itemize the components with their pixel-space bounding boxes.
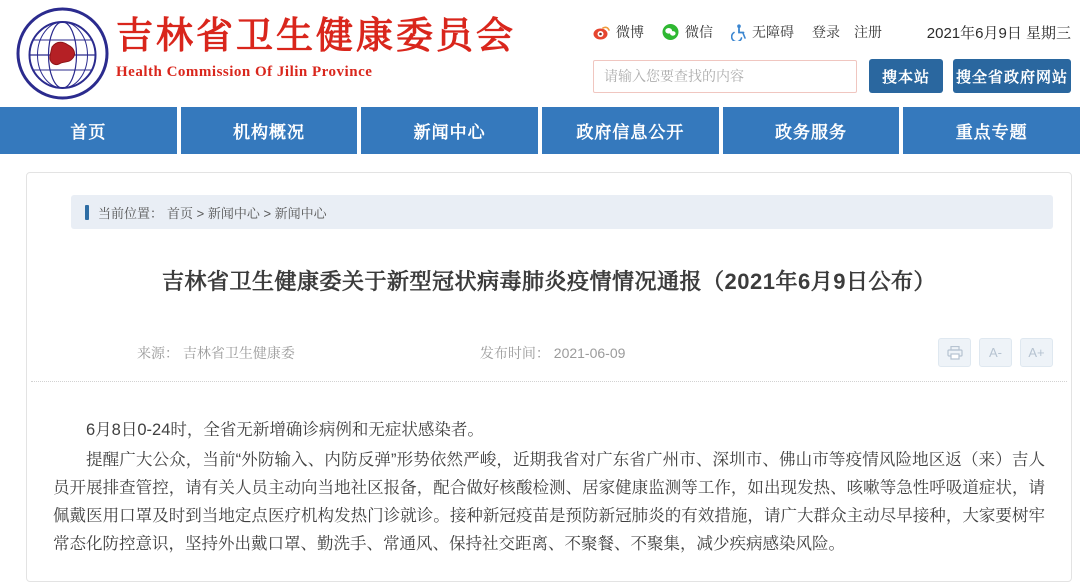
accessibility-icon (731, 24, 746, 41)
source-label: 来源： (137, 344, 179, 361)
accessibility-link[interactable] (731, 22, 794, 42)
meta-separator (31, 381, 1067, 382)
article-source (137, 343, 295, 363)
article-tools (938, 338, 1053, 367)
site-header (0, 0, 1080, 107)
wechat-link[interactable] (662, 22, 713, 42)
search-gov-button[interactable]: 搜全省政府网站 (953, 59, 1071, 93)
article-paragraph: 提醒广大公众，当前“外防输入、内防反弹”形势依然严峻，近期我省对广东省广州市、深圳市、佛山市等疫情风险地区返（来）吉人员开展排查管控，请有关人员主动向当地社区报备，配合做好核酸检测、居家健康监测等工作，如出现发热、咳嗽等急性呼吸道症状，请佩戴医用口罩及时到当地定点医疗机构发热门诊就诊。接种新冠疫苗是预防新冠肺炎的有效措施，请广大群众主动尽早接种，大家要树牢常态化防控意识，坚持外出戴口罩、勤洗手、常通风、保持社交距离、不聚餐、不聚集，减少疾病感染风险。 (53, 451, 1045, 553)
quick-links-row (593, 20, 1071, 44)
weibo-link[interactable] (593, 22, 644, 42)
register-link[interactable]: 注册 (854, 24, 882, 40)
wechat-label: 微信 (685, 24, 713, 40)
weibo-icon (593, 25, 610, 40)
nav-item-topics[interactable]: 重点专题 (903, 107, 1080, 154)
source-value: 吉林省卫生健康委 (182, 344, 295, 361)
font-smaller-button[interactable]: A- (979, 338, 1012, 367)
nav-item-services[interactable]: 政务服务 (723, 107, 900, 154)
main-nav (0, 107, 1080, 154)
article-paragraph: 6月8日0-24时，全省无新增确诊病例和无症状感染者。 (86, 421, 484, 439)
print-button[interactable] (938, 338, 971, 367)
nav-item-overview[interactable]: 机构概况 (181, 107, 358, 154)
search-site-button[interactable]: 搜本站 (869, 59, 943, 93)
nav-item-home[interactable]: 首页 (0, 107, 177, 154)
wechat-icon (662, 24, 679, 40)
nav-item-info-disclosure[interactable]: 政府信息公开 (542, 107, 719, 154)
font-larger-button[interactable]: A+ (1020, 338, 1053, 367)
site-subtitle: Health Commission Of Jilin Province (116, 64, 373, 80)
site-title: 吉林省卫生健康委员会 (116, 15, 516, 56)
content-box (26, 172, 1072, 582)
breadcrumb-accent-bar (85, 205, 89, 220)
breadcrumb (71, 195, 1053, 229)
login-link[interactable]: 登录 (812, 24, 840, 40)
nav-item-news[interactable]: 新闻中心 (361, 107, 538, 154)
search-input[interactable] (593, 60, 857, 93)
breadcrumb-label: 当前位置： (98, 205, 164, 221)
publish-label: 发布时间： (479, 344, 550, 361)
breadcrumb-path[interactable]: 首页 > 新闻中心 > 新闻中心 (167, 205, 327, 221)
article-meta-row (27, 338, 1071, 367)
search-row (593, 59, 1071, 93)
printer-icon (947, 346, 963, 360)
publish-date: 2021-06-09 (553, 344, 626, 361)
article-title: 吉林省卫生健康委关于新型冠状病毒肺炎疫情情况通报（2021年6月9日公布） (162, 269, 936, 294)
accessibility-label: 无障碍 (752, 24, 794, 40)
article-publish (480, 343, 626, 363)
site-logo (16, 7, 109, 100)
weibo-label: 微博 (616, 24, 644, 40)
article-body (53, 416, 1045, 558)
current-date: 2021年6月9日 星期三 (926, 24, 1071, 42)
site-brand (116, 14, 516, 81)
header-right (593, 20, 1071, 93)
